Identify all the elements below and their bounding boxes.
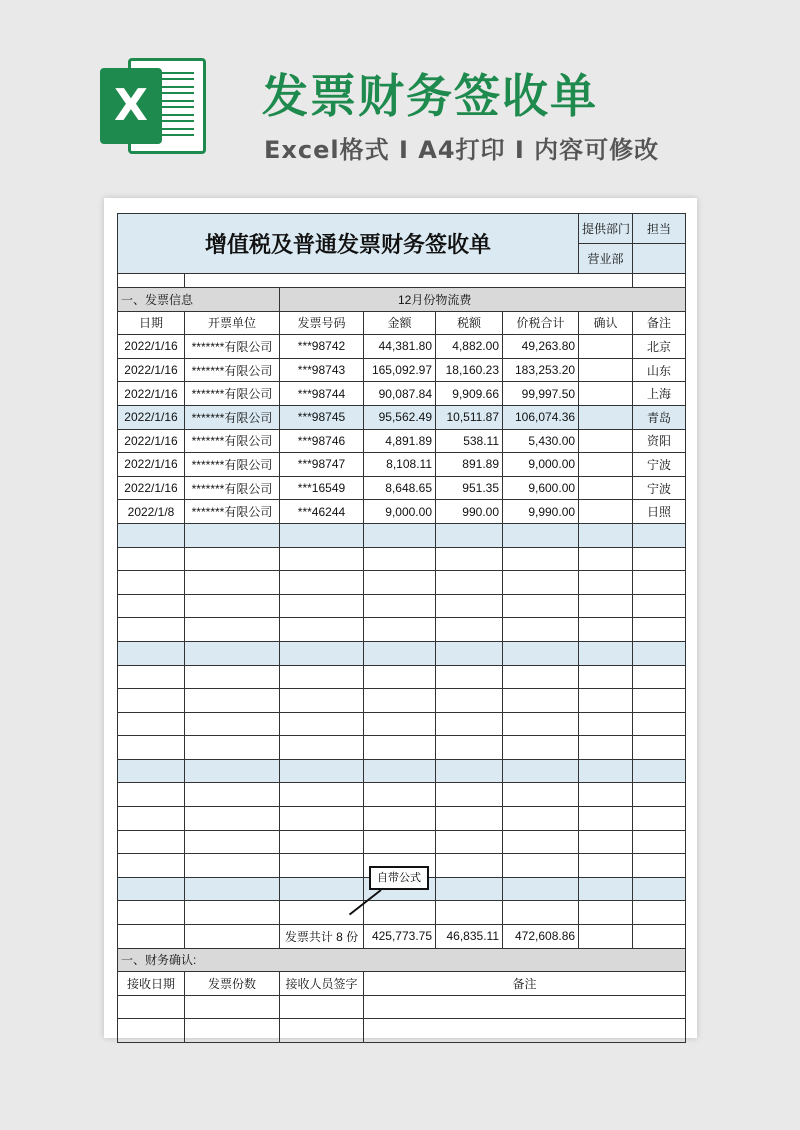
cell-company[interactable]: *******有限公司 [185,429,280,453]
blank-row [118,618,686,642]
empty-cell[interactable] [633,571,686,595]
empty-cell[interactable] [633,854,686,878]
empty-cell[interactable] [364,712,436,736]
col-header: 发票号码 [280,311,364,335]
cell-amount[interactable]: 165,092.97 [364,358,436,382]
empty-cell[interactable] [118,736,185,760]
empty-cell[interactable] [579,736,633,760]
cell-confirm[interactable] [579,382,633,406]
empty-cell[interactable] [364,547,436,571]
cell-company[interactable]: *******有限公司 [185,358,280,382]
empty-cell[interactable] [579,523,633,547]
blank-row [118,665,686,689]
empty-cell[interactable] [185,571,280,595]
empty-cell[interactable] [118,523,185,547]
invoice-row [118,382,686,406]
empty-cell[interactable] [185,901,280,925]
cell-date[interactable]: 2022/1/16 [118,358,185,382]
empty-cell[interactable] [436,736,503,760]
cell-total[interactable]: 5,430.00 [503,429,579,453]
cell-amount[interactable]: 4,891.89 [364,429,436,453]
empty-cell[interactable] [436,571,503,595]
empty-cell[interactable] [579,877,633,901]
section1-center: 12月份物流费 [280,288,686,312]
empty-cell[interactable] [436,523,503,547]
empty-cell[interactable] [503,689,579,713]
empty-cell[interactable] [185,854,280,878]
empty-cell[interactable] [436,712,503,736]
empty-cell[interactable] [503,547,579,571]
empty-cell[interactable] [185,830,280,854]
blank-row [118,736,686,760]
empty-cell[interactable] [280,783,364,807]
data-rows [118,335,686,925]
col-header: 日期 [118,311,185,335]
empty-cell[interactable] [118,712,185,736]
empty-cell[interactable] [633,665,686,689]
cell-total[interactable]: 9,990.00 [503,500,579,524]
empty-cell[interactable] [364,641,436,665]
col-header: 开票单位 [185,311,280,335]
cell-no[interactable]: ***16549 [280,476,364,500]
empty-cell[interactable] [503,877,579,901]
cell-company[interactable]: *******有限公司 [185,335,280,359]
invoice-row [118,405,686,429]
empty-cell[interactable] [280,571,364,595]
owner-label: 担当 [633,214,686,244]
empty-cell[interactable] [118,830,185,854]
empty-cell[interactable] [280,736,364,760]
invoice-row [118,453,686,477]
empty-cell[interactable] [185,689,280,713]
cell-no[interactable]: ***98746 [280,429,364,453]
cell-total[interactable]: 9,000.00 [503,453,579,477]
empty-cell[interactable] [364,594,436,618]
cell-confirm[interactable] [579,335,633,359]
empty-cell[interactable] [185,641,280,665]
empty-cell[interactable] [364,665,436,689]
empty-cell[interactable] [118,594,185,618]
empty-cell[interactable] [364,759,436,783]
cell-date[interactable]: 2022/1/8 [118,500,185,524]
cell-note[interactable]: 青岛 [633,405,686,429]
empty-cell[interactable] [633,689,686,713]
cell-note[interactable]: 日照 [633,500,686,524]
empty-cell[interactable] [436,594,503,618]
empty-cell[interactable] [118,877,185,901]
empty-cell[interactable] [436,641,503,665]
cell-note[interactable]: 山东 [633,358,686,382]
empty-cell[interactable] [118,807,185,831]
confirm-col-header: 发票份数 [185,972,280,996]
confirm-row [118,995,686,1019]
cell-note[interactable]: 北京 [633,335,686,359]
cell-confirm[interactable] [579,453,633,477]
cell-amount[interactable]: 90,087.84 [364,382,436,406]
empty-cell[interactable] [503,783,579,807]
blank-row [118,523,686,547]
cell-date[interactable]: 2022/1/16 [118,453,185,477]
empty-cell[interactable] [436,547,503,571]
confirm-col-header: 接收日期 [118,972,185,996]
empty-cell[interactable] [503,712,579,736]
empty-cell[interactable] [436,689,503,713]
empty-cell[interactable] [503,807,579,831]
provider-value[interactable]: 营业部 [579,244,633,274]
cell-confirm[interactable] [579,429,633,453]
empty-cell[interactable] [633,901,686,925]
empty-cell[interactable] [280,712,364,736]
empty-cell[interactable] [118,759,185,783]
blank-row [118,783,686,807]
cell-date[interactable]: 2022/1/16 [118,405,185,429]
empty-cell[interactable] [280,854,364,878]
cell-amount[interactable]: 8,648.65 [364,476,436,500]
empty-cell[interactable] [503,854,579,878]
invoice-row [118,335,686,359]
empty-cell[interactable] [436,901,503,925]
empty-cell[interactable] [633,618,686,642]
empty-cell[interactable] [436,759,503,783]
cell-company[interactable]: *******有限公司 [185,500,280,524]
cell-tax[interactable]: 18,160.23 [436,358,503,382]
page-title: 发票财务签收单 [262,69,598,123]
empty-cell[interactable] [633,594,686,618]
empty-cell[interactable] [280,877,364,901]
empty-cell[interactable] [185,783,280,807]
empty-cell[interactable] [503,830,579,854]
empty-cell[interactable] [364,736,436,760]
totals-total: 472,608.86 [503,925,579,949]
empty-cell[interactable] [364,807,436,831]
empty-cell[interactable] [633,830,686,854]
formula-callout: 自带公式 [369,866,429,890]
invoice-row [118,358,686,382]
empty-cell[interactable] [579,689,633,713]
cell-note[interactable]: 宁波 [633,476,686,500]
empty-cell[interactable] [118,571,185,595]
cell-tax[interactable]: 9,909.66 [436,382,503,406]
empty-cell[interactable] [579,571,633,595]
empty-cell[interactable] [436,783,503,807]
empty-cell[interactable] [185,877,280,901]
empty-cell[interactable] [633,523,686,547]
cell-confirm[interactable] [579,358,633,382]
cell-date[interactable]: 2022/1/16 [118,476,185,500]
empty-cell[interactable] [118,665,185,689]
blank-row [118,547,686,571]
empty-cell[interactable] [579,901,633,925]
empty-cell[interactable] [185,759,280,783]
empty-cell[interactable] [364,523,436,547]
col-header: 金额 [364,311,436,335]
cell-tax[interactable]: 891.89 [436,453,503,477]
cell-no[interactable]: ***98743 [280,358,364,382]
empty-cell[interactable] [633,547,686,571]
col-header: 确认 [579,311,633,335]
cell-tax[interactable]: 951.35 [436,476,503,500]
empty-cell[interactable] [579,594,633,618]
empty-cell[interactable] [436,618,503,642]
empty-cell[interactable] [364,830,436,854]
owner-value[interactable] [633,244,686,274]
excel-logo-icon [100,58,206,154]
confirm-row [118,1019,686,1043]
totals-amount: 425,773.75 [364,925,436,949]
empty-cell[interactable] [118,547,185,571]
empty-cell[interactable] [436,807,503,831]
empty-cell[interactable] [118,901,185,925]
col-header: 备注 [633,311,686,335]
empty-cell[interactable] [633,807,686,831]
empty-cell[interactable] [436,830,503,854]
totals-tax: 46,835.11 [436,925,503,949]
cell-tax[interactable]: 538.11 [436,429,503,453]
empty-cell[interactable] [503,618,579,642]
totals-label: 发票共计 8 份 [280,925,364,949]
page-subtitle: Excel格式 I A4打印 I 内容可修改 [264,136,660,164]
excel-logo-letter: X [100,68,162,144]
cell-no[interactable]: ***98747 [280,453,364,477]
blank-row [118,689,686,713]
invoice-form [117,213,685,1043]
invoice-row [118,476,686,500]
empty-cell[interactable] [364,783,436,807]
cell-total[interactable]: 49,263.80 [503,335,579,359]
empty-cell[interactable] [364,618,436,642]
cell-company[interactable]: *******有限公司 [185,476,280,500]
cell-tax[interactable]: 990.00 [436,500,503,524]
empty-cell[interactable] [118,618,185,642]
blank-row [118,571,686,595]
cell-amount[interactable]: 44,381.80 [364,335,436,359]
empty-cell[interactable] [185,807,280,831]
cell-amount[interactable]: 9,000.00 [364,500,436,524]
empty-cell[interactable] [280,807,364,831]
confirm-header-row [118,972,686,996]
spacer-row [118,274,686,288]
blank-row [118,901,686,925]
empty-cell[interactable] [185,594,280,618]
empty-cell[interactable] [503,641,579,665]
empty-cell[interactable] [364,571,436,595]
cell-no[interactable]: ***98744 [280,382,364,406]
form-title: 增值税及普通发票财务签收单 [118,214,579,274]
cell-note[interactable]: 资阳 [633,429,686,453]
col-header: 税额 [436,311,503,335]
empty-cell[interactable] [579,547,633,571]
totals-row [118,925,686,949]
column-header-row [118,311,686,335]
cell-total[interactable]: 99,997.50 [503,382,579,406]
cell-date[interactable]: 2022/1/16 [118,382,185,406]
empty-cell[interactable] [579,783,633,807]
invoice-row [118,429,686,453]
empty-cell[interactable] [579,759,633,783]
cell-amount[interactable]: 95,562.49 [364,405,436,429]
empty-cell[interactable] [503,901,579,925]
empty-cell[interactable] [185,618,280,642]
empty-cell[interactable] [436,877,503,901]
empty-cell[interactable] [579,830,633,854]
cell-total[interactable]: 183,253.20 [503,358,579,382]
cell-date[interactable]: 2022/1/16 [118,335,185,359]
empty-cell[interactable] [579,854,633,878]
blank-row [118,594,686,618]
empty-cell[interactable] [280,618,364,642]
empty-cell[interactable] [579,641,633,665]
blank-row [118,759,686,783]
empty-cell[interactable] [280,641,364,665]
header [0,0,800,195]
empty-cell[interactable] [280,689,364,713]
form-table [117,213,686,1043]
empty-cell[interactable] [503,759,579,783]
cell-company[interactable]: *******有限公司 [185,382,280,406]
empty-cell[interactable] [633,641,686,665]
cell-tax[interactable]: 10,511.87 [436,405,503,429]
cell-date[interactable]: 2022/1/16 [118,429,185,453]
empty-cell[interactable] [633,736,686,760]
section1-label: 一、发票信息 [118,288,280,312]
empty-cell[interactable] [118,641,185,665]
cell-confirm[interactable] [579,405,633,429]
empty-cell[interactable] [280,830,364,854]
cell-tax[interactable]: 4,882.00 [436,335,503,359]
empty-cell[interactable] [118,783,185,807]
empty-cell[interactable] [280,547,364,571]
blank-row [118,830,686,854]
empty-cell[interactable] [436,854,503,878]
cell-total[interactable]: 9,600.00 [503,476,579,500]
empty-cell[interactable] [118,689,185,713]
empty-cell[interactable] [185,712,280,736]
cell-total[interactable]: 106,074.36 [503,405,579,429]
confirm-col-header: 接收人员签字 [280,972,364,996]
blank-row [118,712,686,736]
empty-cell[interactable] [280,594,364,618]
cell-no[interactable]: ***46244 [280,500,364,524]
cell-note[interactable]: 上海 [633,382,686,406]
empty-cell[interactable] [185,523,280,547]
empty-cell[interactable] [436,665,503,689]
cell-note[interactable]: 宁波 [633,453,686,477]
empty-cell[interactable] [633,783,686,807]
empty-cell[interactable] [364,901,436,925]
blank-row [118,641,686,665]
confirm-col-header: 备注 [364,972,686,996]
empty-cell[interactable] [364,689,436,713]
cell-confirm[interactable] [579,500,633,524]
empty-cell[interactable] [633,712,686,736]
empty-cell[interactable] [280,759,364,783]
empty-cell[interactable] [280,523,364,547]
empty-cell[interactable] [118,854,185,878]
section2-label: 一、财务确认: [118,948,686,972]
cell-no[interactable]: ***98745 [280,405,364,429]
invoice-row [118,500,686,524]
empty-cell[interactable] [185,665,280,689]
empty-cell[interactable] [579,712,633,736]
empty-cell[interactable] [185,736,280,760]
blank-row [118,807,686,831]
empty-cell[interactable] [280,665,364,689]
cell-confirm[interactable] [579,476,633,500]
empty-cell[interactable] [503,594,579,618]
empty-cell[interactable] [579,807,633,831]
cell-no[interactable]: ***98742 [280,335,364,359]
empty-cell[interactable] [503,736,579,760]
cell-amount[interactable]: 8,108.11 [364,453,436,477]
empty-cell[interactable] [633,759,686,783]
provider-label: 提供部门 [579,214,633,244]
col-header: 价税合计 [503,311,579,335]
empty-cell[interactable] [503,665,579,689]
empty-cell[interactable] [633,877,686,901]
empty-cell[interactable] [503,523,579,547]
empty-cell[interactable] [579,618,633,642]
empty-cell[interactable] [579,665,633,689]
empty-cell[interactable] [503,571,579,595]
cell-company[interactable]: *******有限公司 [185,453,280,477]
cell-company[interactable]: *******有限公司 [185,405,280,429]
empty-cell[interactable] [185,547,280,571]
